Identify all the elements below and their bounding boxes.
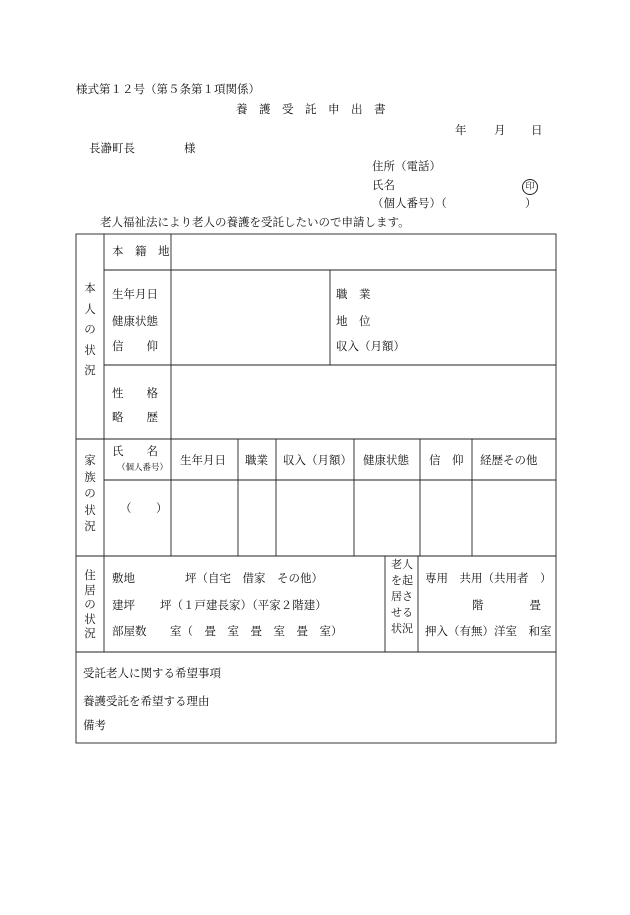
exclusive-shared: 専用 共用（共用者 ） — [425, 571, 552, 585]
family-belief-header: 信 仰 — [429, 453, 464, 467]
date-month: 月 — [494, 123, 506, 137]
remarks-label: 備考 — [83, 718, 106, 732]
site-label: 敷地 — [112, 571, 135, 585]
rooms-detail: 室（ 畳 室 畳 室 畳 室） — [170, 624, 343, 638]
residence-side-label: 住 居 の 状 況 — [84, 568, 96, 640]
id-number-label: （個人番号）（ — [372, 196, 447, 210]
id-number-close: ） — [525, 196, 537, 210]
floor-area-label: 建坪 — [112, 598, 135, 612]
belief-label: 信 仰 — [112, 339, 158, 353]
personality-label: 性 格 — [112, 386, 158, 400]
date-year: 年 — [455, 123, 467, 137]
form-title: 養 護 受 託 申 出 書 — [236, 102, 386, 116]
family-id-note: （個人番号） — [117, 463, 169, 473]
date-day: 日 — [531, 123, 543, 137]
rooms-label: 部屋数 — [112, 624, 147, 638]
floor-mat-count: 階 畳 — [472, 598, 541, 612]
family-side-label: 家 族 の 状 況 — [84, 453, 96, 533]
family-paren-open: （ — [120, 501, 132, 515]
birthdate-label: 生年月日 — [112, 287, 158, 301]
family-name-header: 氏 名 — [112, 444, 158, 458]
position-label: 地 位 — [336, 314, 371, 328]
floor-area-detail: 坪（１戸建長家）（平家２階建） — [160, 598, 327, 612]
honseki-label: 本 籍 地 — [112, 244, 170, 258]
occupation-label: 職 業 — [336, 287, 371, 301]
history-label: 略 歴 — [112, 410, 158, 424]
name-label: 氏名 — [372, 178, 395, 192]
health-label: 健康状態 — [112, 314, 158, 328]
form-number: 様式第１２号（第５条第１項関係） — [76, 82, 260, 96]
family-income-header: 収入（月額） — [283, 453, 352, 467]
addressee-honorific: 様 — [184, 141, 196, 155]
family-birthdate-header: 生年月日 — [180, 453, 226, 467]
elder-residence-label: 老人 を起 居さ せる 状況 — [391, 558, 413, 635]
wishes-label: 受託老人に関する希望事項 — [83, 666, 221, 680]
addressee: 長瀞町長 — [89, 141, 135, 155]
self-side-label: 本 人 の 状 況 — [84, 281, 96, 377]
family-history-header: 経歴その他 — [480, 453, 538, 467]
site-detail: 坪（自宅 借家 その他） — [185, 571, 323, 585]
address-label: 住所（電話） — [372, 159, 441, 173]
reason-label: 養護受託を希望する理由 — [83, 694, 210, 708]
family-occupation-header: 職業 — [245, 453, 268, 467]
statement: 老人福祉法により老人の養護を受託したいので申請します。 — [100, 215, 410, 229]
seal-mark: 印 — [522, 179, 538, 195]
income-label: 収入（月額） — [336, 339, 405, 353]
closet-rooms: 押入（有無）洋室 和室 — [425, 624, 552, 638]
family-paren-close: ） — [156, 501, 168, 515]
family-health-header: 健康状態 — [363, 453, 409, 467]
